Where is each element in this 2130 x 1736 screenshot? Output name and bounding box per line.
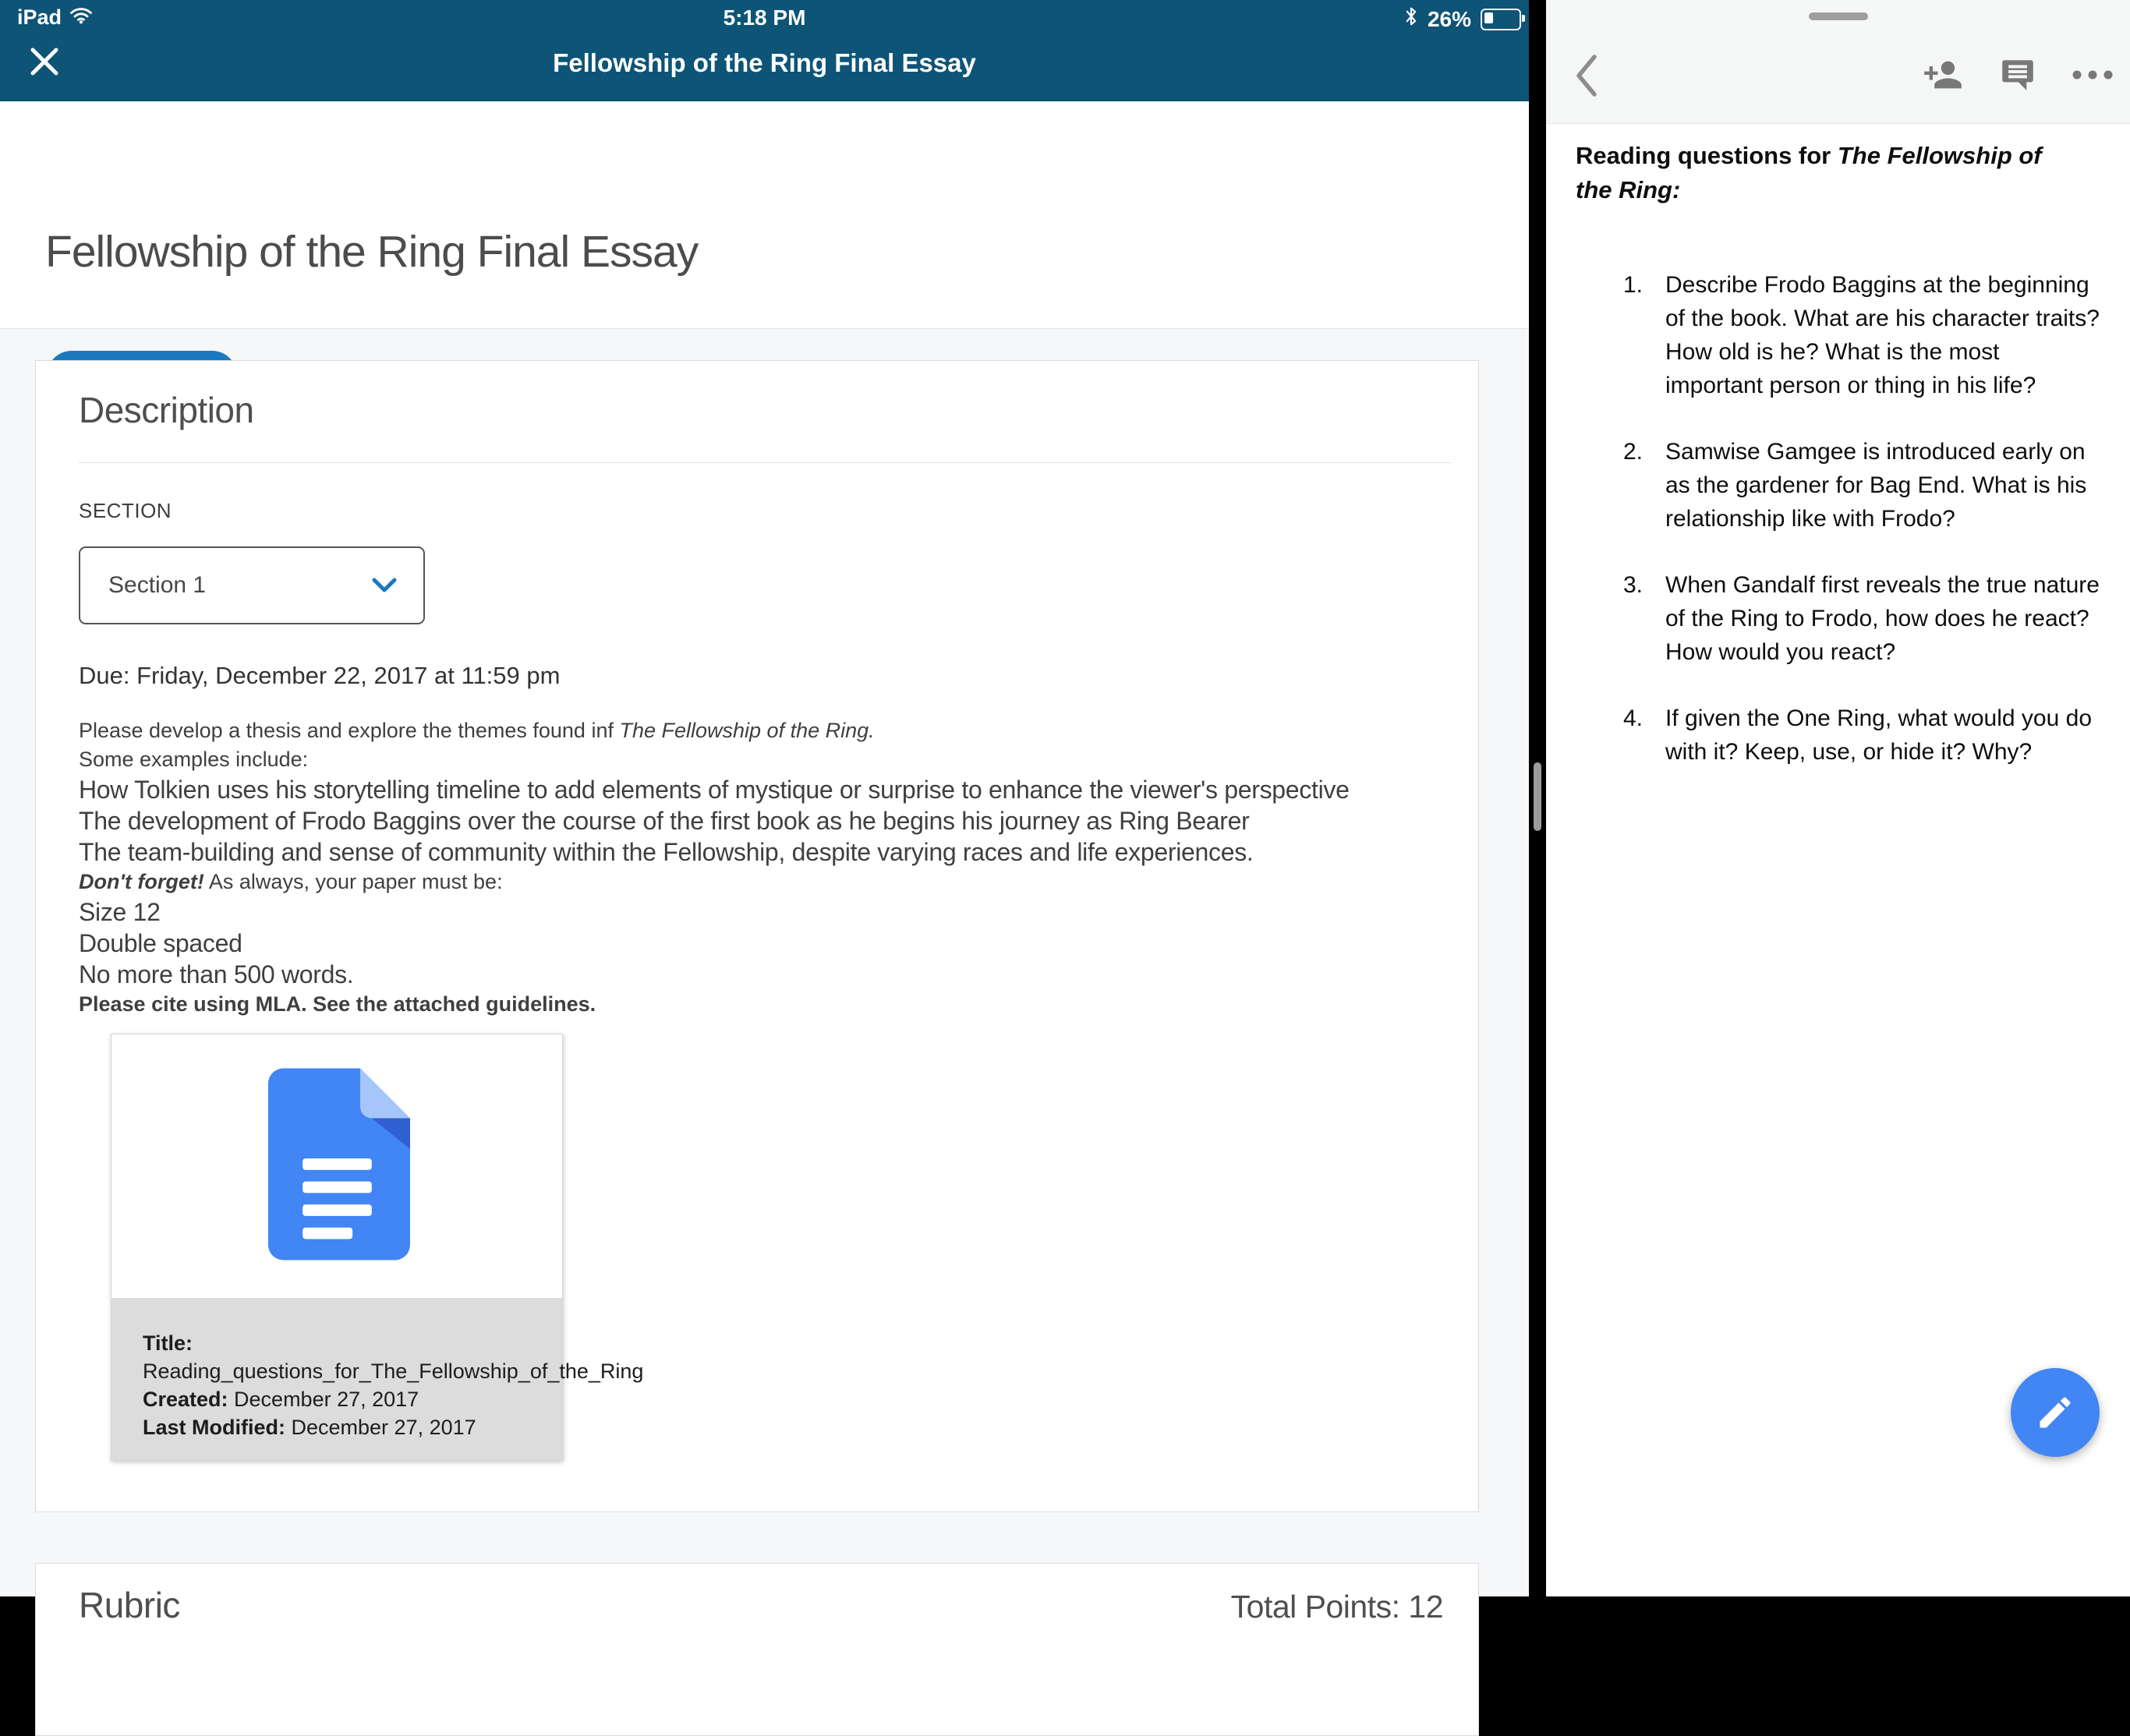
attachment-meta: [111, 1298, 644, 1460]
pencil-icon: [2035, 1392, 2075, 1433]
question-list: [1576, 268, 2106, 769]
split-view-divider: [1529, 0, 1546, 1596]
example-item: How Tolkien uses his storytelling timeline to add elements of mystique or surprise to enhance the viewer's perspective: [79, 776, 1350, 804]
citation-note: Please cite using MLA. See the attached guidelines.: [79, 992, 596, 1016]
question-number: 1.: [1623, 272, 1643, 298]
intro-line: Please develop a thesis and explore the themes found inf The Fellowship of the Ring.: [79, 719, 875, 742]
assignment-instructions: [79, 716, 1449, 1019]
requirement-item: No more than 500 words.: [79, 960, 354, 988]
page-title: Fellowship of the Ring Final Essay: [45, 227, 699, 277]
question-number: 4.: [1623, 705, 1643, 731]
battery-icon: [1481, 9, 1521, 30]
section-dropdown-value: Section 1: [108, 572, 207, 598]
question-text: If given the One Ring, what would you do with it? Keep, use, or hide it? Why?: [1665, 705, 2093, 765]
requirement-item: Double spaced: [79, 929, 242, 957]
attachment-preview: [111, 1034, 562, 1298]
question-item: [1576, 435, 2106, 536]
drag-handle[interactable]: [1534, 762, 1541, 831]
edit-fab[interactable]: [2011, 1368, 2100, 1457]
divider: [79, 462, 1451, 463]
attachment-card[interactable]: [111, 1034, 644, 1461]
section-dropdown[interactable]: [79, 546, 425, 624]
battery-percent: 26%: [1427, 6, 1471, 31]
examples-label: Some examples include:: [79, 748, 309, 771]
google-docs-icon: [264, 1068, 410, 1264]
add-person-icon: [1923, 55, 1963, 95]
section-label: SECTION: [79, 499, 172, 522]
device-label: iPad: [17, 5, 62, 29]
back-button[interactable]: [1573, 53, 1604, 100]
window-drag-handle[interactable]: [1809, 12, 1868, 20]
status-bar: [0, 0, 1529, 31]
question-text: Samwise Gamgee is introduced early on as the gardener for Bag End. What is his relationship like with Frodo?: [1665, 439, 2087, 532]
description-heading: Description: [79, 390, 254, 430]
comment-button[interactable]: [1997, 55, 2038, 95]
question-item: [1576, 268, 2106, 402]
comment-icon: [1998, 55, 2037, 94]
document-heading: Reading questions for The Fellowship of the Ring:: [1576, 142, 2042, 203]
question-item: [1576, 702, 2106, 769]
document-panel: [1546, 0, 2130, 1596]
ellipsis-icon: [2072, 69, 2114, 80]
example-item: The team-building and sense of community within the Fellowship, despite varying races and life experiences.: [79, 838, 1254, 866]
app-header: [0, 0, 1529, 101]
question-number: 2.: [1623, 439, 1643, 465]
rubric-card: [35, 1563, 1479, 1736]
description-card: [35, 360, 1479, 1512]
chevron-left-icon: [1579, 57, 1594, 94]
attachment-title-label: Title:: [143, 1331, 193, 1355]
chevron-down-icon: [372, 578, 397, 597]
page-head: [0, 101, 1529, 329]
rubric-heading: Rubric: [79, 1585, 180, 1625]
add-person-button[interactable]: [1923, 55, 1963, 95]
attachment-modified: Last Modified: December 27, 2017: [143, 1416, 476, 1439]
question-item: [1576, 568, 2106, 669]
question-text: Describe Frodo Baggins at the beginning of the book. What are his character traits? How old is he? What is the most important person or thing in his life?: [1665, 272, 2100, 398]
more-options-button[interactable]: [2072, 55, 2113, 95]
nav-title: Fellowship of the Ring Final Essay: [553, 48, 976, 77]
total-points: Total Points: 12: [1230, 1589, 1443, 1625]
document-toolbar: [1546, 0, 2130, 124]
example-item: The development of Frodo Baggins over the course of the first book as he begins his journey as Ring Bearer: [79, 807, 1250, 835]
document-content: [1576, 139, 2106, 801]
due-date: Due: Friday, December 22, 2017 at 11:59 pm: [79, 662, 561, 689]
attachment-title: Reading_questions_for_The_Fellowship_of_the_Ring: [143, 1359, 644, 1383]
bluetooth-icon: [1404, 5, 1418, 33]
clock: 5:18 PM: [723, 5, 806, 30]
dont-forget-line: Don't forget! As always, your paper must be:: [79, 870, 503, 893]
requirement-item: Size 12: [79, 898, 161, 926]
attachment-created: Created: December 27, 2017: [143, 1388, 419, 1411]
question-number: 3.: [1623, 572, 1643, 598]
question-text: When Gandalf first reveals the true nature of the Ring to Frodo, how does he react? How would you react?: [1665, 572, 2100, 665]
